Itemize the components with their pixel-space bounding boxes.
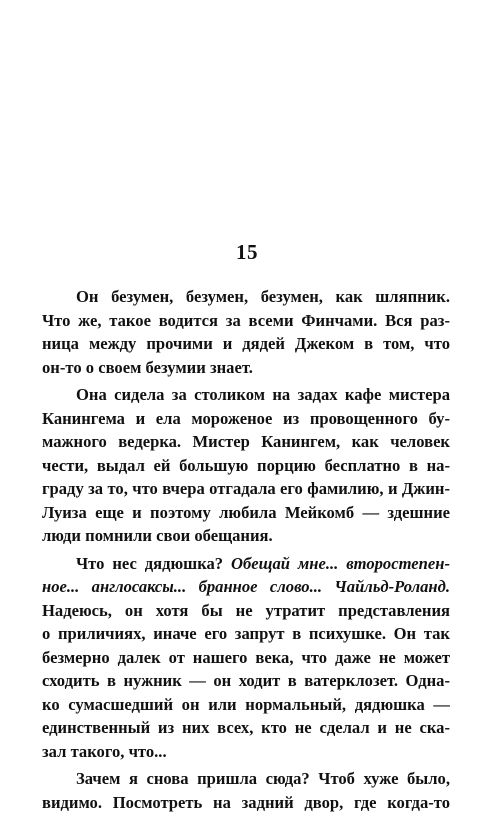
text-line — [42, 646, 450, 670]
text-line — [42, 575, 450, 599]
text-line — [42, 669, 450, 693]
text-segment: ница между прочими и дядей Джеком в том, что — [42, 334, 450, 353]
text-segment: граду за то, что вчера отгадала его фамилию, и Джин- — [42, 479, 450, 498]
text-line — [42, 501, 450, 525]
text-segment: сходить в нужник — он ходит в ватерклозет. Однa- — [42, 671, 450, 690]
text-line — [42, 407, 450, 431]
chapter-number: 15 — [236, 240, 258, 264]
italic-segment: Обещай мне... второстепен- — [231, 553, 450, 573]
text-segment: чести, выдал ей большую порцию бесплатно в на- — [42, 455, 450, 475]
text-segment: единственный из них всех, кто не сделал и не ска- — [42, 718, 450, 737]
text-line — [42, 524, 450, 548]
text-line — [42, 791, 450, 815]
text-segment: зал такого, что... — [42, 741, 167, 761]
text-segment: он-то о своем безумии знает. — [42, 357, 253, 377]
paragraph — [42, 383, 450, 548]
text-segment: мажного ведерка. Мистер Канингем, как человек — [42, 432, 450, 451]
text-line — [42, 693, 450, 717]
text-line — [42, 552, 450, 576]
text-line — [42, 622, 450, 646]
text-segment: о приличиях, иначе его запрут в психушке. Он так — [42, 624, 450, 643]
paragraph — [42, 552, 450, 764]
body-text — [42, 285, 450, 818]
text-line — [42, 454, 450, 478]
text-line — [42, 285, 450, 309]
text-segment: Что же, такое водится за всеми Финчами. Вся раз- — [42, 310, 450, 330]
text-segment: Канингема и ела мороженое из провощенного бу- — [42, 408, 450, 428]
text-line — [42, 740, 450, 764]
text-segment: люди помнили свои обещания. — [42, 526, 273, 545]
paragraph — [42, 285, 450, 379]
text-line — [42, 477, 450, 501]
text-line — [42, 767, 450, 791]
text-segment: видимо. Посмотреть на задний двор, где когда-то — [42, 792, 450, 812]
text-line — [42, 599, 450, 623]
paragraph — [42, 767, 450, 814]
text-segment: Луиза еще и поэтому любила Мейкомб — здешние — [42, 502, 450, 522]
text-segment: безмерно далек от нашего века, что даже не может — [42, 647, 450, 667]
text-line — [42, 383, 450, 407]
text-line — [42, 716, 450, 740]
italic-segment: ное... англосаксы... бранное слово... Чайльд-Роланд. — [42, 577, 450, 596]
text-line — [42, 309, 450, 333]
text-segment: Надеюсь, он хотя бы не утратит представления — [42, 600, 450, 620]
text-segment: Он безумен, безумен, безумен, как шляпник. — [76, 287, 450, 306]
text-segment: Она сидела за столиком на задах кафе мистера — [76, 385, 450, 404]
text-segment: Что нес дядюшка? — [76, 553, 232, 573]
text-segment: Зачем я снова пришла сюда? Чтоб хуже было, — [76, 769, 450, 788]
text-segment: ко сумасшедший он или нормальный, дядюшка — — [42, 694, 450, 714]
text-line — [42, 356, 450, 380]
text-line — [42, 430, 450, 454]
text-line — [42, 332, 450, 356]
